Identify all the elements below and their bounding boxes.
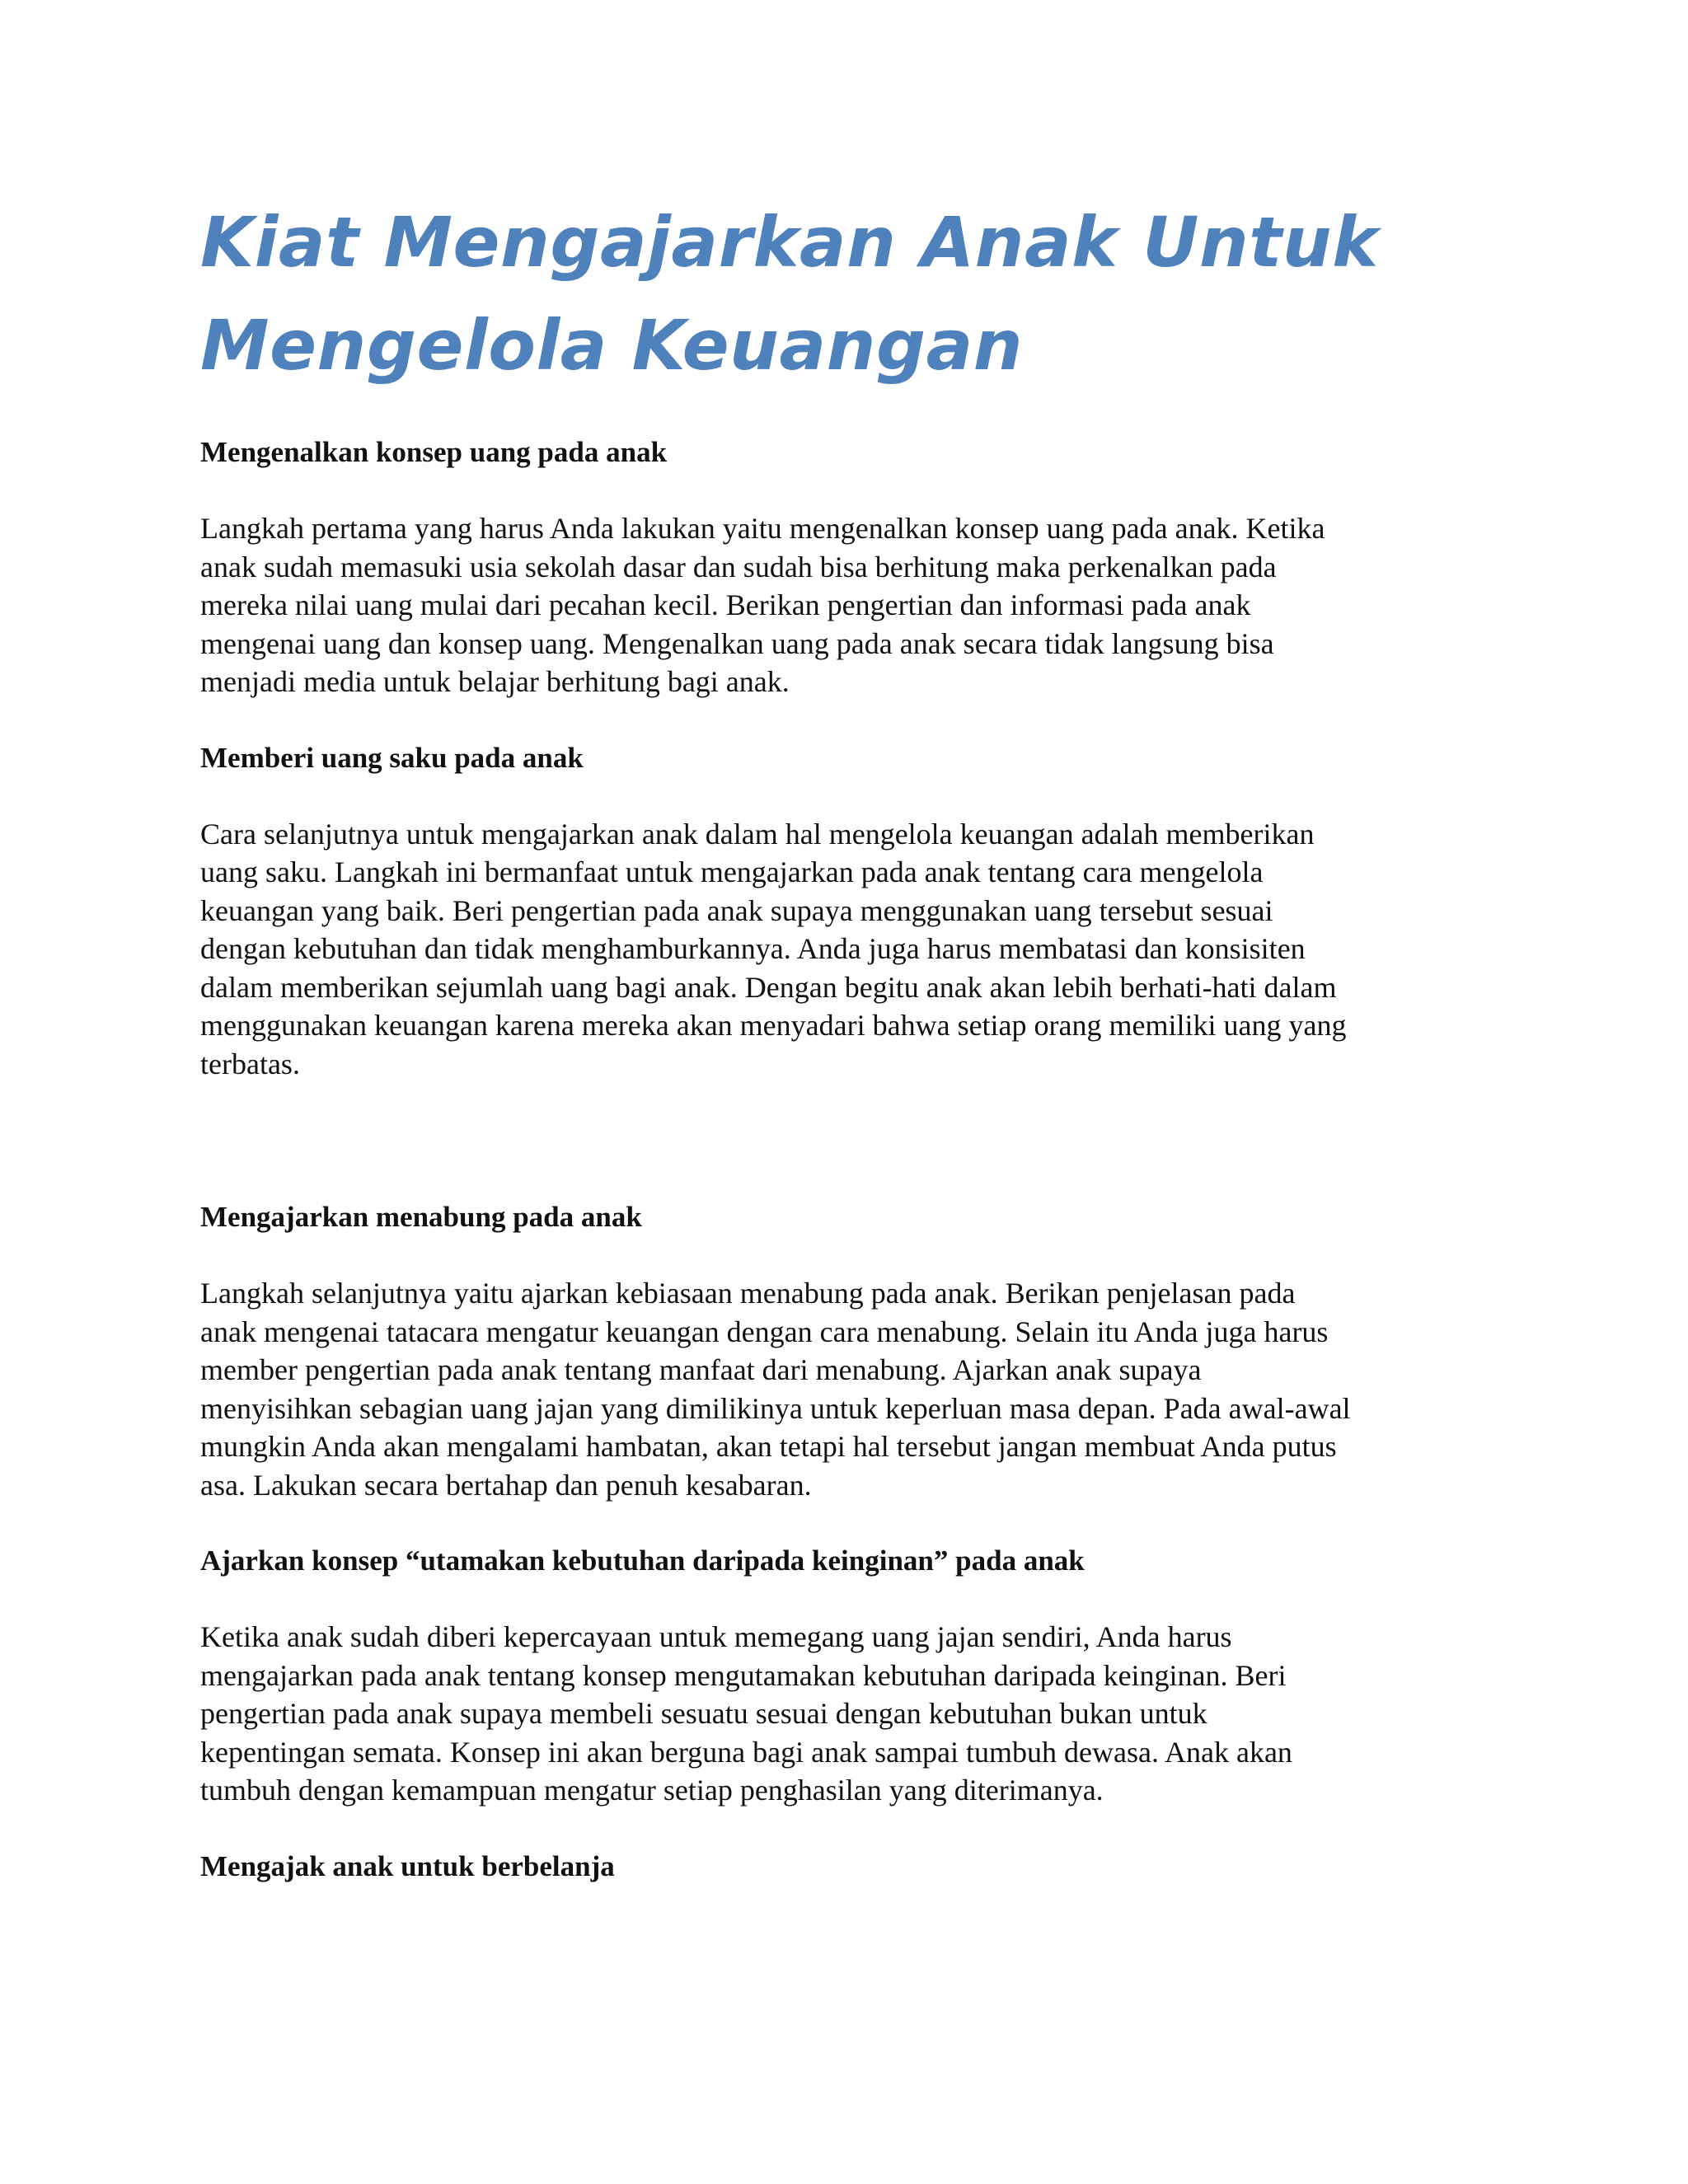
paragraph-line: uang saku. Langkah ini bermanfaat untuk mengajarkan pada anak tentang cara mengelola [200,855,1264,888]
section-mengajak-berbelanja [200,1848,1486,1886]
paragraph-line: mereka nilai uang mulai dari pecahan kecil. Berikan pengertian dan informasi pada anak [200,588,1251,621]
section-mengajarkan-menabung [200,1198,1486,1504]
paragraph-line: pengertian pada anak supaya membeli sesuatu sesuai dengan kebutuhan bukan untuk [200,1697,1207,1730]
paragraph-line: dalam memberikan sejumlah uang bagi anak. Dengan begitu anak akan lebih berhati-hati dalam [200,970,1337,1004]
section-heading: Mengajak anak untuk berbelanja [200,1849,615,1882]
paragraph-line: mengenai uang dan konsep uang. Mengenalkan uang pada anak secara tidak langsung bisa [200,626,1274,660]
paragraph-line: kepentingan semata. Konsep ini akan berguna bagi anak sampai tumbuh dewasa. Anak akan [200,1735,1292,1769]
section-kebutuhan-daripada-keinginan [200,1542,1486,1810]
paragraph-line: member pengertian pada anak tentang manfaat dari menabung. Ajarkan anak supaya [200,1353,1202,1386]
section-heading: Ajarkan konsep “utamakan kebutuhan daripada keinginan” pada anak [200,1544,1085,1577]
paragraph-line: anak mengenai tatacara mengatur keuangan dengan cara menabung. Selain itu Anda juga harus [200,1315,1329,1348]
document-content [200,191,1486,1886]
paragraph-line: Langkah pertama yang harus Anda lakukan yaitu mengenalkan konsep uang pada anak. Ketika [200,512,1325,545]
title-line-1: Kiat Mengajarkan Anak Untuk [200,202,1379,283]
section-paragraph [200,1618,1486,1810]
paragraph-line: tumbuh dengan kemampuan mengatur setiap penghasilan yang diterimanya. [200,1774,1104,1807]
section-memberi-uang-saku [200,739,1486,1084]
paragraph-line: keuangan yang baik. Beri pengertian pada anak supaya menggunakan uang tersebut sesuai [200,893,1273,927]
paragraph-line: Ketika anak sudah diberi kepercayaan untuk memegang uang jajan sendiri, Anda harus [200,1620,1232,1653]
paragraph-line: mungkin Anda akan mengalami hambatan, akan tetapi hal tersebut jangan membuat Anda putus [200,1430,1337,1463]
paragraph-line: dengan kebutuhan dan tidak menghamburkannya. Anda juga harus membatasi dan konsisiten [200,932,1306,965]
paragraph-line: mengajarkan pada anak tentang konsep mengutamakan kebutuhan daripada keinginan. Beri [200,1658,1287,1692]
section-heading: Mengenalkan konsep uang pada anak [200,436,668,468]
paragraph-line: Cara selanjutnya untuk mengajarkan anak dalam hal mengelola keuangan adalah memberikan [200,817,1315,851]
paragraph-line: menggunakan keuangan karena mereka akan menyadari bahwa setiap orang memiliki uang yang [200,1009,1347,1042]
section-heading: Memberi uang saku pada anak [200,741,584,774]
section-paragraph [200,815,1486,1084]
paragraph-line: menyisihkan sebagian uang jajan yang dimilikinya untuk keperluan masa depan. Pada awal-awal [200,1391,1351,1425]
section-heading: Mengajarkan menabung pada anak [200,1201,642,1233]
paragraph-line: anak sudah memasuki usia sekolah dasar dan sudah bisa berhitung maka perkenalkan pada [200,550,1277,583]
section-paragraph [200,1274,1486,1504]
paragraph-line: terbatas. [200,1047,300,1080]
section-paragraph [200,509,1486,701]
section-mengenalkan-konsep-uang [200,434,1486,701]
paragraph-line: Langkah selanjutnya yaitu ajarkan kebiasaan menabung pada anak. Berikan penjelasan pada [200,1277,1296,1310]
document-title [200,191,1486,397]
paragraph-line: asa. Lakukan secara bertahap dan penuh kesabaran. [200,1468,812,1502]
paragraph-line: menjadi media untuk belajar berhitung bagi anak. [200,665,790,698]
title-line-2: Mengelola Keuangan [200,305,1024,386]
